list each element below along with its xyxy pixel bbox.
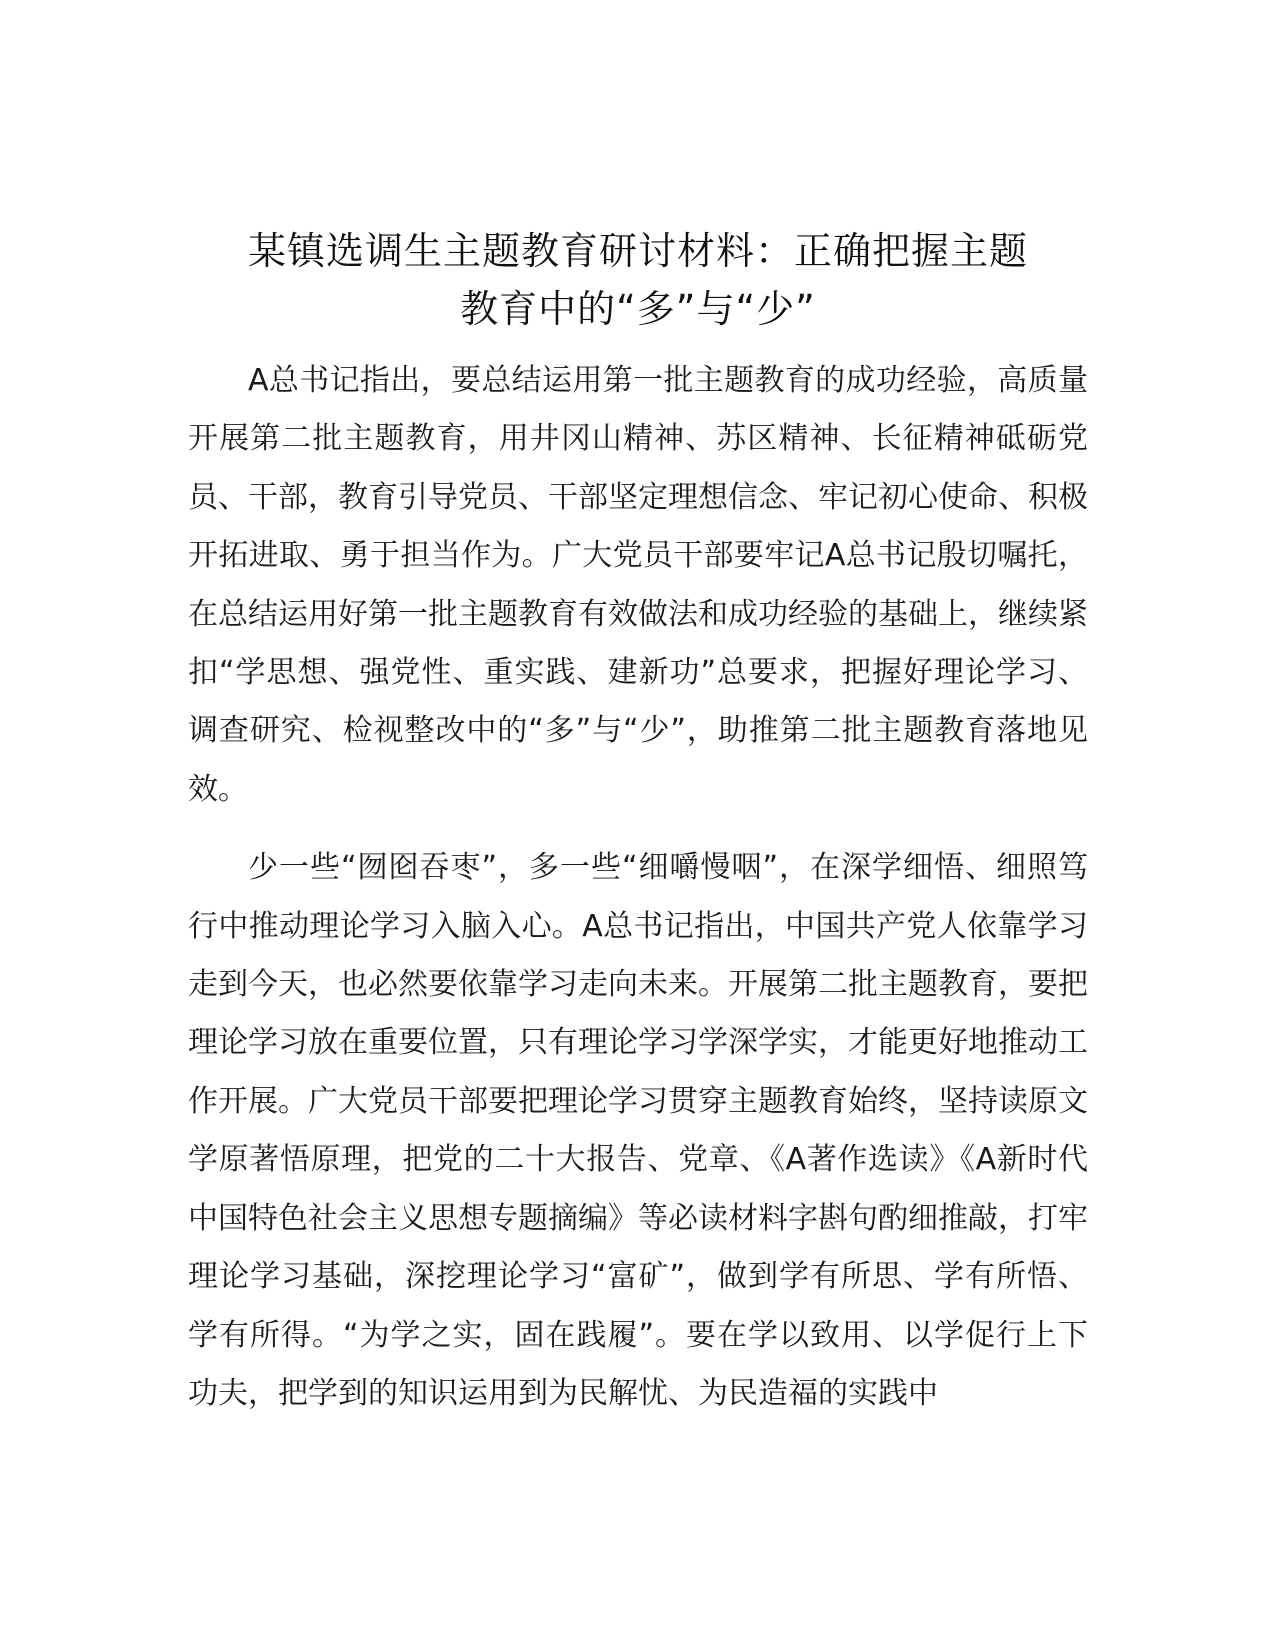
paragraph-2: 少一些“囫囵吞枣”，多一些“细嚼慢咽”，在深学细悟、细照笃行中推动理论学习入脑入心。A总书记指出，中国共产党人依靠学习走到今天，也必然要依靠学习走向未来。开展第二批主题教育，要把理论学习放在重要位置，只有理论学习学深学实，才能更好地推动工作开展。广大党员干部要把理论学习贯穿主题教育始终，坚持读原文学原著悟原理，把党的二十大报告、党章、《A著作选读》《A新时代中国特色社会主义思想专题摘编》等必读材料字斟句酌细推敲，打牢理论学习基础，深挖理论学习“富矿”，做到学有所思、学有所悟、学有所得。“为学之实，固在践履”。要在学以致用、以学促行上下功夫，把学到的知识运用到为民解忧、为民造福的实践中	[188, 850, 1088, 1411]
paragraph-1: A总书记指出，要总结运用第一批主题教育的成功经验，高质量开展第二批主题教育，用井冈山精神、苏区精神、长征精神砥砺党员、干部，教育引导党员、干部坚定理想信念、牢记初心使命、积极开拓进取、勇于担当作为。广大党员干部要牢记A总书记殷切嘱托，在总结运用好第一批主题教育有效做法和成功经验的基础上，继续紧扣“学思想、强党性、重实践、建新功”总要求，把握好理论学习、调查研究、检视整改中的“多”与“少”，助推第二批主题教育落地见效。	[188, 363, 1088, 807]
title-line-2: 教育中的“多”与“少”	[460, 287, 816, 331]
document-body	[188, 222, 1088, 1423]
title-line-1: 某镇选调生主题教育研讨材料：正确把握主题	[247, 229, 1028, 273]
document-title	[188, 222, 1088, 338]
